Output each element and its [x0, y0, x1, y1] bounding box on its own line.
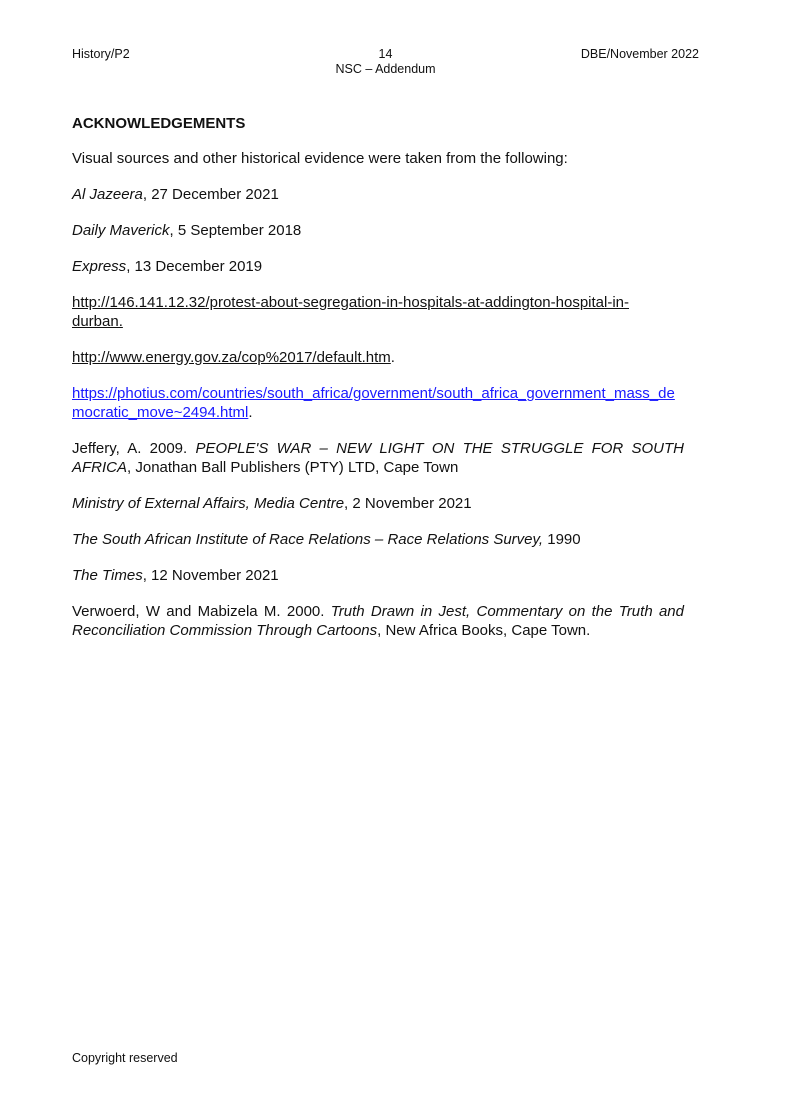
source-author: Jeffery, A. 2009. — [72, 440, 196, 457]
header-subtitle: NSC – Addendum — [335, 62, 436, 76]
source-detail: , 12 November 2021 — [142, 567, 279, 584]
acknowledgements-section — [72, 114, 684, 657]
source-author: Verwoerd, W and Mabizela M. 2000. — [72, 603, 331, 620]
header-exam-date: DBE/November 2022 — [580, 47, 699, 61]
source-detail: , 5 September 2018 — [169, 222, 302, 239]
source-link[interactable]: http://www.energy.gov.za/cop%2017/default.htm — [72, 349, 391, 366]
source-detail: . — [390, 349, 395, 366]
source-title: Truth Drawn in Jest, Commentary on the Truth and Reconciliation Commission Through Cartoons — [72, 603, 684, 639]
source-entry — [72, 494, 684, 513]
source-link[interactable]: https://photius.com/countries/south_africa/government/south_africa_government_mass_democratic_move~2494.html — [72, 385, 675, 421]
source-title: The Times — [72, 567, 143, 584]
source-entry — [72, 566, 684, 585]
page-header — [72, 47, 699, 81]
source-detail: , 27 December 2021 — [142, 186, 279, 203]
source-link[interactable]: http://146.141.12.32/protest-about-segregation-in-hospitals-at-addington-hospital-in-durban. — [72, 294, 630, 330]
header-subject: History/P2 — [72, 47, 130, 61]
source-detail: 1990 — [543, 531, 581, 548]
source-entry — [72, 439, 684, 477]
source-detail: , 2 November 2021 — [344, 495, 472, 512]
page-footer: Copyright reserved — [72, 1051, 178, 1065]
source-entry — [72, 602, 684, 640]
source-entry — [72, 185, 684, 204]
source-entry — [72, 293, 662, 331]
source-entry — [72, 221, 684, 240]
source-entry — [72, 348, 684, 367]
source-title: Ministry of External Affairs, Media Centre — [72, 495, 345, 512]
source-detail: , 13 December 2019 — [126, 258, 263, 275]
source-entry — [72, 530, 684, 549]
source-title: Express — [72, 258, 127, 275]
source-detail: , New Africa Books, Cape Town. — [377, 622, 591, 639]
source-entry — [72, 257, 684, 276]
source-detail: , Jonathan Ball Publishers (PTY) LTD, Cape Town — [127, 459, 459, 476]
source-entry — [72, 384, 684, 422]
page-number: 14 — [378, 47, 393, 61]
section-heading: ACKNOWLEDGEMENTS — [72, 115, 246, 132]
source-detail: . — [248, 404, 253, 421]
source-title: Al Jazeera — [72, 186, 143, 203]
intro-text: Visual sources and other historical evidence were taken from the following: — [72, 150, 568, 167]
source-title: PEOPLE'S WAR – NEW LIGHT ON THE STRUGGLE FOR SOUTH AFRICA — [72, 440, 684, 476]
source-title: Daily Maverick — [72, 222, 170, 239]
source-title: The South African Institute of Race Relations – Race Relations Survey, — [72, 531, 544, 548]
